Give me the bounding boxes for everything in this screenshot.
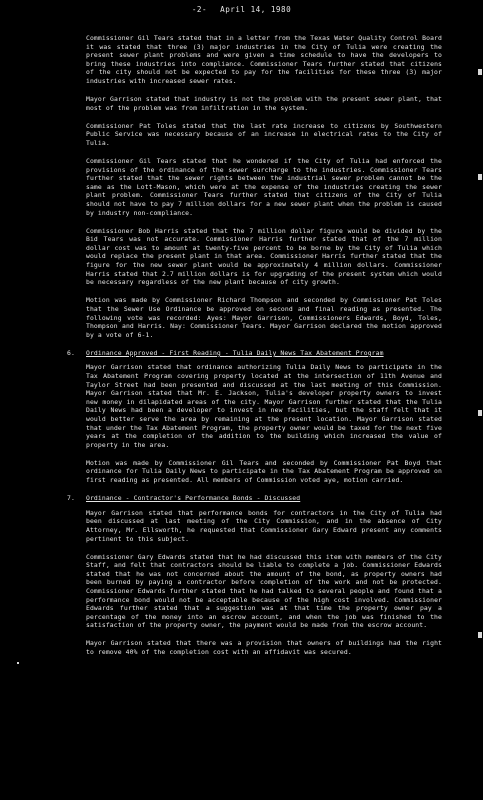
agenda-item-heading (67, 494, 442, 503)
agenda-item-number: 6. (67, 348, 75, 357)
agenda-item-number: 7. (67, 494, 75, 503)
paragraph: Mayor Garrison stated that there was a provision that owners of buildings had the right to remove 40% of the completion cost with an affidavit was secured. (86, 639, 442, 657)
paragraph: Commissioner Gil Tears stated that in a letter from the Texas Water Quality Control Board it was stated that three (3) major industries in the City of Tulia were creating the present sewer plant problems and were given a time schedule to have the developers to bring these industries into compliance. Commissioner Tears further stated that citizens of the city should not be expected to pay for the facilities for these three (3) major industries with increased sewer rates. (86, 34, 442, 85)
page-date: April 14, 1980 (220, 5, 292, 14)
paragraph: Motion was made by Commissioner Richard Thompson and seconded by Commissioner Pat Toles that the Sewer Use Ordinance be approved on second and final reading as presented. The following vote was recorded: Ayes: Mayor Garrison, Commissioners Edwards, Boyd, Toles, Thompson and Harris. Nay: Commissioner Tears. Mayor Garrison declared the motion approved by a vote of 6-1. (86, 296, 442, 339)
margin-mark (478, 410, 482, 416)
margin-mark (478, 174, 482, 180)
page-header (0, 5, 483, 14)
paragraph: Mayor Garrison stated that performance bonds for contractors in the City of Tulia had been discussed at last meeting of the City Commission, and in the absence of City Attorney, Mr. Ellsworth, he requested that Commissioner Gary Edward present any comments pertinent to this subject. (86, 508, 442, 543)
scan-speck (17, 662, 19, 664)
document-body (67, 34, 442, 666)
paragraph: Commissioner Bob Harris stated that the 7 million dollar figure would be divided by the Bid Tears was not accurate. Commissioner Harris further stated that of the 7 million dollar cost was to amount at twenty-five percent to be borne by the City of Tulia which would replace the present plant in that area. Commissioner Harris further stated that the figure for the new sewer plant would be approximately 4 million dollars. Commissioner Harris stated that 2.7 million dollars is for upgrading of the present system which would be necessary regardless of the new plant because of city growth. (86, 226, 442, 287)
agenda-item-heading (67, 348, 442, 358)
agenda-item-title: Ordinance Approved - First Reading - Tulia Daily News Tax Abatement Program (86, 348, 384, 357)
page-number: -2- (191, 5, 208, 14)
agenda-item-title: Ordinance - Contractor's Performance Bonds - Discussed (86, 494, 301, 503)
margin-mark (478, 632, 482, 638)
paragraph: Mayor Garrison stated that ordinance authorizing Tulia Daily News to participate in the Tax Abatement Program covering property located at the intersection of 11th Avenue and Taylor Street had been presented and discussed at the last meeting of this Commission. Mayor Garrison stated that Mr. E. Jackson, Tulia's developer property owners to invest new money in dilapidated areas of the city. Mayor Garrison further stated that the Tulia Daily News had been a developer to invest in new facilities, but the staff felt that it would better serve the area by remaining at the present location. Mayor Garrison stated that under the Tax Abatement Program, the property owner would be taxed for the next five years at the completion of the addition to the building which increased the value of property in the area. (86, 363, 442, 449)
paragraph: Commissioner Gary Edwards stated that he had discussed this item with members of the City Staff, and felt that contractors should be liable to complete a job. Commissioner Edwards stated that he was not concerned about the amount of the bond, as property owners had been burned by paying a contractor before completion of the work and not be protected. Commissioner Edwards further stated that he had talked to several people and found that a performance bond would not be acceptable because of the high cost involved. Commissioner Edwards further stated that a suggestion was at that time the property owner pay a percentage of the money into an escrow account, and when the job was finished to the satisfaction of the property owner, the payment would be made from the escrow account. (86, 552, 442, 630)
paragraph: Commissioner Pat Toles stated that the last rate increase to citizens by Southwestern Public Service was necessary because of an increase in electrical rates to the City of Tulia. (86, 121, 442, 147)
paragraph: Motion was made by Commissioner Gil Tears and seconded by Commissioner Pat Boyd that ordinance for Tulia Daily News to participate in the Tax Abatement Program be approved on first reading as presented. All members of Commission voted aye, motion carried. (86, 458, 442, 485)
margin-mark (478, 69, 482, 75)
paragraph: Commissioner Gil Tears stated that he wondered if the City of Tulia had enforced the provisions of the ordinance of the sewer surcharge to the industries. Commissioner Tears further stated that the sewer rights between the industrial sewer problem cannot be the same as the Lott-Mason, which were at the expense of the industries creating the sewer plant problem. Commissioner Tears further stated that citizens of the City of Tulia should not have to pay 7 million dollars for a new sewer plant when the problem is caused by industry non-compliance. (86, 157, 442, 217)
paragraph: Mayor Garrison stated that industry is not the problem with the present sewer plant, that most of the problem was from infiltration in the system. (86, 95, 442, 112)
